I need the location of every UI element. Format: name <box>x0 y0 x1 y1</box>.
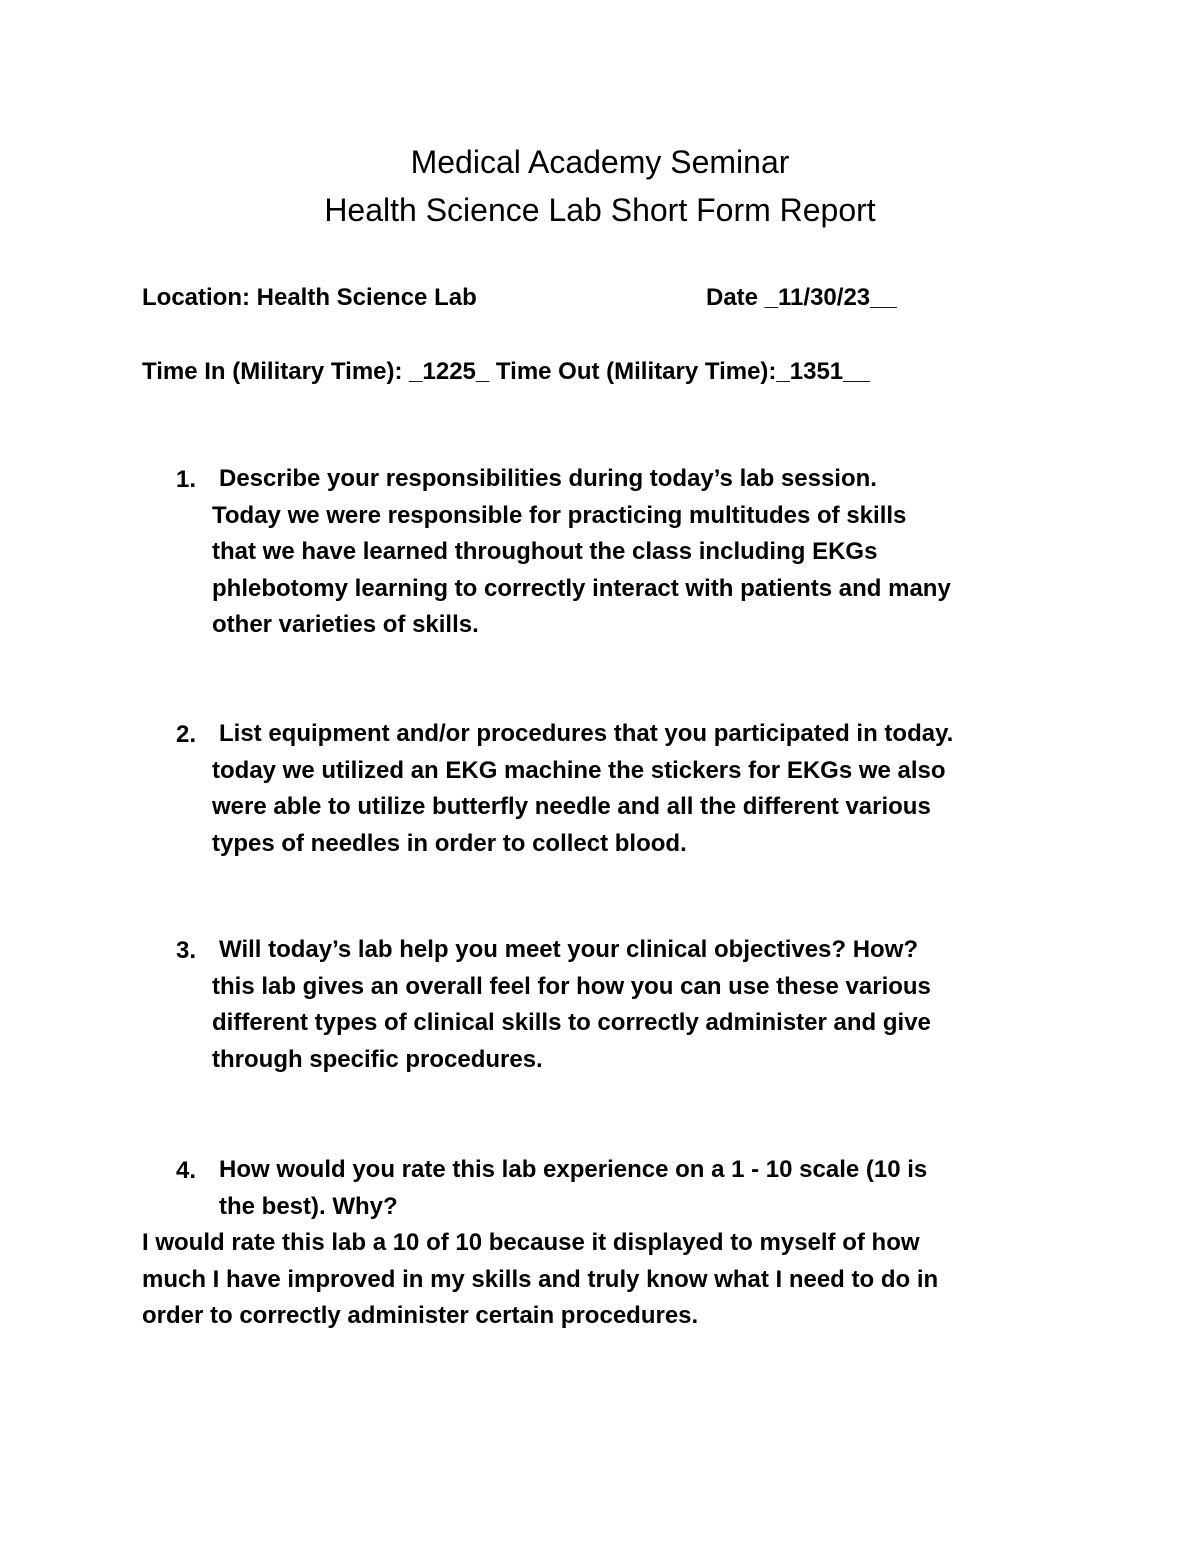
document-title: Medical Academy Seminar <box>410 144 790 180</box>
answer-text: this lab gives an overall feel for how you can use these various different types of clinical skills to correctly administer and give through specific procedures. <box>212 972 931 1073</box>
question-number: 3. <box>176 937 197 964</box>
time-in-out-field: Time In (Military Time): _1225_ Time Out (Military Time):_1351__ <box>142 358 870 385</box>
date-field: Date _11/30/23__ <box>706 284 897 311</box>
question-number: 2. <box>176 721 197 748</box>
location-field: Location: Health Science Lab <box>142 284 477 311</box>
question-text: Describe your responsibilities during today’s lab session. <box>219 465 877 492</box>
answer-text: today we utilized an EKG machine the stickers for EKGs we also were able to utilize butterfly needle and all the different various types of needles in order to collect blood. <box>212 756 946 857</box>
question-number: 4. <box>176 1157 197 1184</box>
answer-text: Today we were responsible for practicing multitudes of skills that we have learned throughout the class including EKGs phlebotomy learning to correctly interact with patients and many other varieties of skills. <box>212 501 951 638</box>
question-text: How would you rate this lab experience on a 1 - 10 scale (10 is the best). Why? <box>219 1156 928 1220</box>
question-block <box>212 716 1092 862</box>
question-text: Will today’s lab help you meet your clinical objectives? How? <box>219 936 919 963</box>
question-number: 1. <box>176 466 197 493</box>
question-block <box>212 932 1092 1078</box>
question-text: List equipment and/or procedures that you participated in today. <box>219 720 954 747</box>
answer-text: I would rate this lab a 10 of 10 because it displayed to myself of how much I have improved in my skills and truly know what I need to do in order to correctly administer certain procedures. <box>142 1229 939 1329</box>
document-subtitle: Health Science Lab Short Form Report <box>324 192 876 228</box>
question-block <box>212 461 1092 644</box>
question-block <box>212 1152 1092 1225</box>
